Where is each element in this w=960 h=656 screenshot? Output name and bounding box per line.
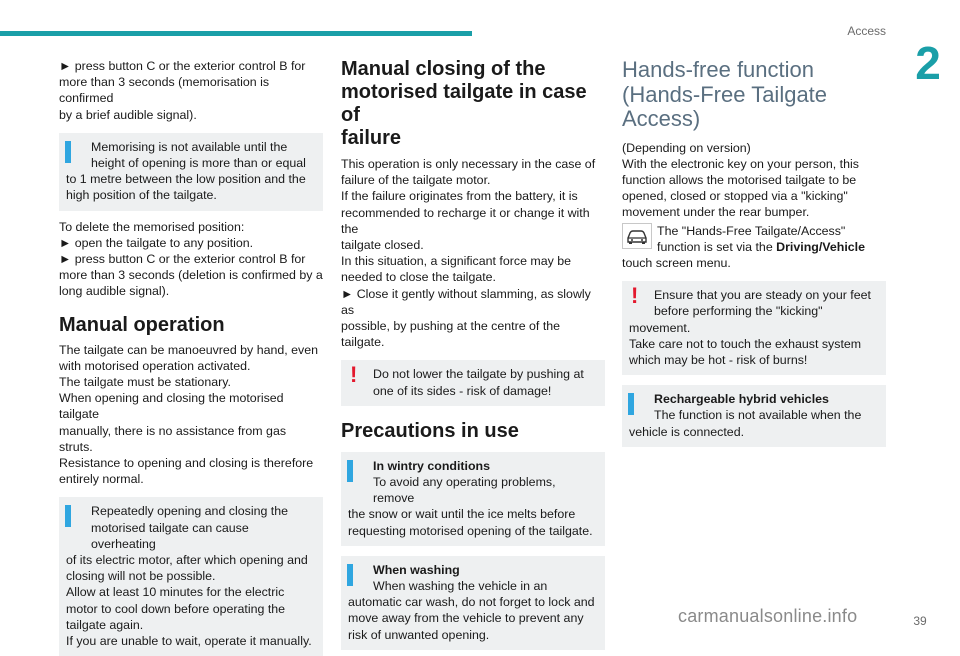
heading-line: Hands-free function (622, 57, 814, 82)
text-line: needed to close the tailgate. (341, 270, 496, 285)
text-line: Do not lower the tailgate by pushing at (373, 367, 584, 382)
text-line (622, 239, 886, 255)
text-line: of its electric motor, after which opening and (66, 553, 308, 568)
text-line: When washing the vehicle in an (373, 579, 548, 594)
chapter-number: 2 (915, 37, 941, 89)
text-line: failure of the tailgate motor. (341, 173, 491, 188)
text-line: height of opening is more than or equal (91, 156, 306, 171)
column-1 (59, 58, 323, 656)
info-icon (347, 459, 353, 482)
text-line: the snow or wait until the ice melts before (348, 507, 576, 522)
text-line: function allows the motorised tailgate to be (622, 172, 857, 187)
heading-manual-closing (341, 58, 605, 150)
heading-line: failure (341, 127, 402, 149)
text-line: move away from the vehicle to prevent any (348, 611, 584, 626)
text-line: movement. (629, 320, 691, 335)
text-line: motor to cool down before operating the (66, 601, 286, 616)
heading-line: (Hands-Free Tailgate (622, 81, 828, 107)
text-line: requesting motorised opening of the tailgate. (348, 523, 593, 538)
text-line: ► press button C or the exterior control B for (59, 252, 306, 267)
text-line: more than 3 seconds (memorisation is confirmed (59, 75, 270, 106)
heading-manual-operation: Manual operation (59, 313, 225, 336)
text-line: The function is not available when the (654, 408, 862, 423)
text-line: which may be hot - risk of burns! (629, 352, 808, 367)
warning-icon: ! (631, 283, 639, 309)
text-line: This operation is only necessary in the case of (341, 157, 596, 171)
text-line: ► open the tailgate to any position. (59, 235, 254, 250)
heading-line: motorised tailgate in case of (341, 81, 587, 126)
info-note-memorising (59, 133, 323, 211)
delete-paragraph (59, 219, 323, 300)
header-accent-bar (0, 31, 472, 36)
closing-paragraph (341, 156, 605, 350)
watermark: carmanualsonline.info (678, 606, 858, 626)
note-title: In wintry conditions (373, 458, 491, 473)
text-line: by a brief audible signal). (59, 107, 197, 122)
info-icon (347, 563, 353, 586)
heading-line: Manual closing of the (341, 58, 546, 80)
text-line: long audible signal). (59, 284, 170, 299)
text-line: vehicle is connected. (629, 424, 745, 439)
text-line: more than 3 seconds (deletion is confirmed by a (59, 268, 323, 283)
text-line: ► Close it gently without slamming, as slowly as (341, 286, 591, 317)
text-line: entirely normal. (59, 472, 144, 487)
text-span: function is set via the (657, 239, 777, 254)
warning-note-damage (341, 360, 605, 405)
note-title: When washing (373, 562, 460, 577)
intro-paragraph (59, 58, 323, 123)
text-line: touch screen menu. (622, 255, 731, 270)
info-note-winter (341, 452, 605, 546)
heading-line: Access) (622, 106, 701, 131)
text-line: Allow at least 10 minutes for the electric (66, 585, 285, 600)
text-line: before performing the "kicking" (654, 304, 823, 319)
column-2 (341, 58, 605, 650)
text-line: The tailgate must be stationary. (59, 375, 231, 390)
text-line: tailgate closed. (341, 238, 424, 253)
text-line: The "Hands-Free Tailgate/Access" (657, 223, 846, 238)
text-line: If you are unable to wait, operate it manually. (66, 634, 312, 649)
text-line: recommended to recharge it or change it with the (341, 205, 590, 236)
text-line: Repeatedly opening and closing the (91, 504, 289, 519)
page-number: 39 (913, 614, 927, 628)
text-line: Resistance to opening and closing is therefore (59, 456, 314, 471)
text-line: (Depending on version) (622, 140, 751, 155)
text-line: motorised tailgate can cause overheating (91, 520, 249, 551)
text-line: high position of the tailgate. (66, 188, 217, 203)
note-title: Rechargeable hybrid vehicles (654, 392, 829, 407)
column-3 (622, 58, 886, 447)
text-line: Memorising is not available until the (91, 139, 288, 154)
text-line: manually, there is no assistance from gas struts. (59, 423, 287, 454)
text-line: Ensure that you are steady on your feet (654, 288, 871, 303)
text-line: In this situation, a significant force may be (341, 254, 572, 269)
info-note-washing (341, 556, 605, 650)
vehicle-menu-paragraph (622, 223, 886, 272)
text-line: When opening and closing the motorised tailgate (59, 391, 284, 422)
info-icon (65, 140, 71, 163)
text-line: With the electronic key on your person, this (622, 156, 859, 171)
hands-free-paragraph (622, 140, 886, 221)
text-line: ► press button C or the exterior control B for (59, 59, 306, 73)
text-line: risk of unwanted opening. (348, 627, 490, 642)
text-line: to 1 metre between the low position and the (66, 172, 306, 187)
text-line: Take care not to touch the exhaust system (629, 336, 862, 351)
warning-icon: ! (350, 362, 358, 388)
info-note-hybrid (622, 385, 886, 447)
info-icon (628, 392, 634, 415)
text-line: The tailgate can be manoeuvred by hand, even (59, 342, 319, 357)
text-line: If the failure originates from the battery, it is (341, 189, 578, 204)
text-line: movement under the rear bumper. (622, 205, 810, 220)
info-note-overheating (59, 497, 323, 656)
manual-paragraph (59, 342, 323, 488)
warning-note-steady (622, 281, 886, 375)
text-line: To avoid any operating problems, remove (373, 475, 556, 506)
heading-precautions: Precautions in use (341, 419, 519, 442)
menu-name: Driving/Vehicle (776, 239, 865, 254)
text-line: opened, closed or stopped via a "kicking" (622, 189, 848, 204)
heading-hands-free (622, 58, 886, 132)
text-line: one of its sides - risk of damage! (373, 383, 552, 398)
car-icon (622, 223, 652, 249)
text-line: tailgate again. (66, 617, 144, 632)
info-icon (65, 504, 71, 527)
section-title: Access (847, 24, 886, 38)
text-line: closing will not be possible. (66, 569, 216, 584)
text-line: with motorised operation activated. (59, 358, 251, 373)
text-line: To delete the memorised position: (59, 219, 245, 234)
text-line: possible, by pushing at the centre of the tailgate. (341, 319, 561, 350)
text-line: automatic car wash, do not forget to lock and (348, 595, 595, 610)
